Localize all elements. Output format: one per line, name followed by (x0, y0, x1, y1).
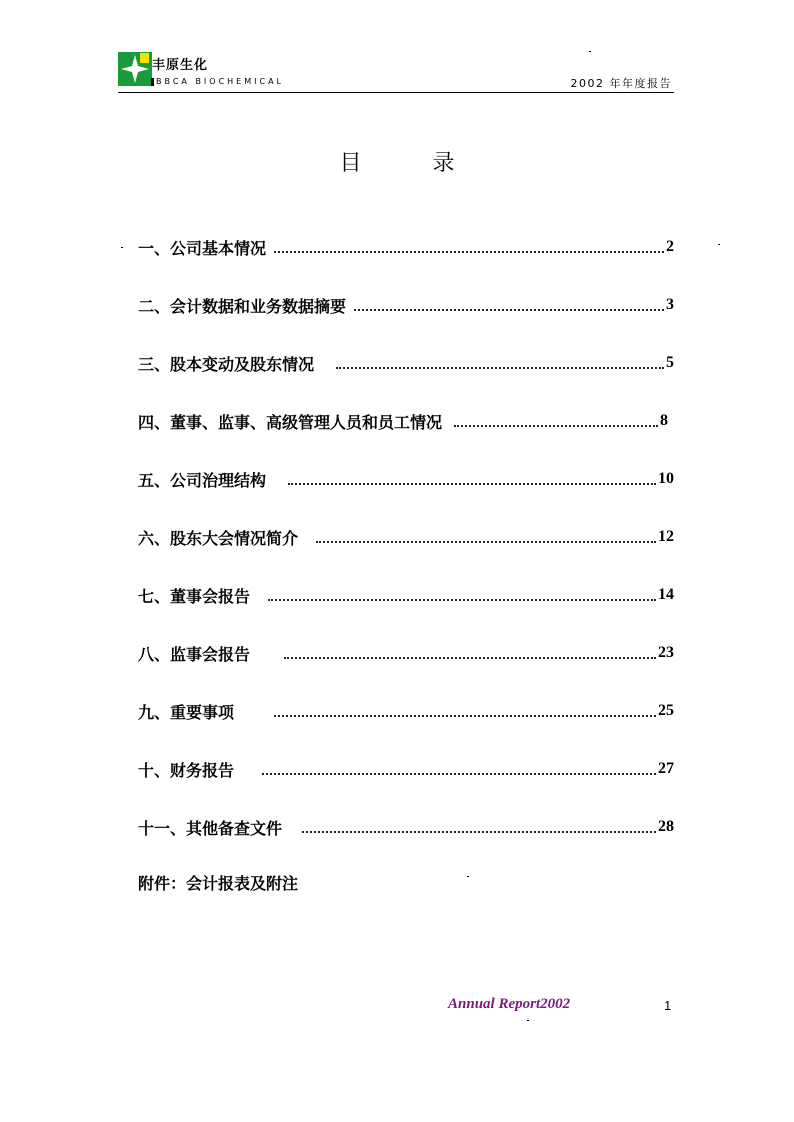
toc-leader (354, 307, 664, 311)
toc-entry-page: 10 (658, 470, 674, 487)
toc-entry[interactable] (138, 815, 674, 839)
report-title: 2002 年年度报告 (570, 77, 672, 90)
toc-leader (336, 365, 664, 369)
toc-leader (262, 771, 656, 775)
stray-mark (527, 1020, 529, 1021)
toc-leader (288, 481, 656, 485)
stray-mark (467, 876, 469, 877)
toc-entry-label: 四、董事、监事、高级管理人员和员工情况 (138, 412, 443, 432)
toc-entry-page: 25 (658, 702, 674, 719)
toc-entry[interactable] (138, 699, 674, 723)
toc-entry-page: 12 (658, 528, 674, 545)
toc-entry-page: 2 (666, 238, 674, 255)
toc-entry-page: 5 (666, 354, 674, 371)
toc-entry[interactable] (138, 583, 674, 607)
page-header (118, 52, 674, 92)
toc-entry[interactable] (138, 757, 674, 781)
footer-report-label: Annual Report2002 (448, 996, 571, 1012)
toc-entry-label: 一、公司基本情况 (138, 238, 267, 258)
appendix-entry: 附件：会计报表及附注 (138, 874, 299, 893)
header-rule (118, 92, 674, 93)
company-logo (118, 52, 152, 86)
toc-entry-label: 十、财务报告 (138, 760, 235, 780)
page-number: 1 (664, 998, 672, 1013)
stray-mark (718, 244, 720, 245)
toc-leader (284, 655, 656, 659)
stray-mark (589, 51, 591, 52)
toc-entry-label: 五、公司治理结构 (138, 470, 267, 490)
toc-entry[interactable] (138, 525, 674, 549)
toc-entry-label: 十一、其他备查文件 (138, 818, 283, 838)
toc-leader (302, 829, 656, 833)
toc-entry-page: 28 (658, 818, 674, 835)
toc-entry-page: 3 (666, 296, 674, 313)
toc-leader (274, 249, 664, 253)
toc-entry-label: 三、股本变动及股东情况 (138, 354, 315, 374)
toc-entry-label: 二、会计数据和业务数据摘要 (138, 296, 347, 316)
toc-entry-label: 九、重要事项 (138, 702, 235, 722)
toc-entry[interactable] (138, 467, 674, 491)
toc-entry-label: 七、董事会报告 (138, 586, 251, 606)
toc-entry[interactable] (138, 235, 674, 259)
toc-entry-page: 23 (658, 644, 674, 661)
toc-entry[interactable] (138, 641, 674, 665)
toc-leader (268, 597, 656, 601)
toc-entry-label: 八、监事会报告 (138, 644, 251, 664)
toc-entry[interactable] (138, 293, 674, 317)
toc-entry[interactable] (138, 409, 674, 433)
toc-entry-label: 六、股东大会情况简介 (138, 528, 299, 548)
toc-entry-page: 14 (658, 586, 674, 603)
toc-entry-page: 27 (658, 760, 674, 777)
toc-leader (454, 423, 658, 427)
company-name-cn: 丰原生化 (152, 58, 209, 73)
toc-entry[interactable] (138, 351, 674, 375)
toc-entry-page: 8 (660, 412, 668, 429)
toc-leader (316, 539, 656, 543)
toc-title: 目 录 (339, 151, 487, 176)
stray-mark (121, 247, 123, 248)
company-name-en: BBCA BIOCHEMICAL (156, 77, 285, 86)
toc-leader (274, 713, 656, 717)
